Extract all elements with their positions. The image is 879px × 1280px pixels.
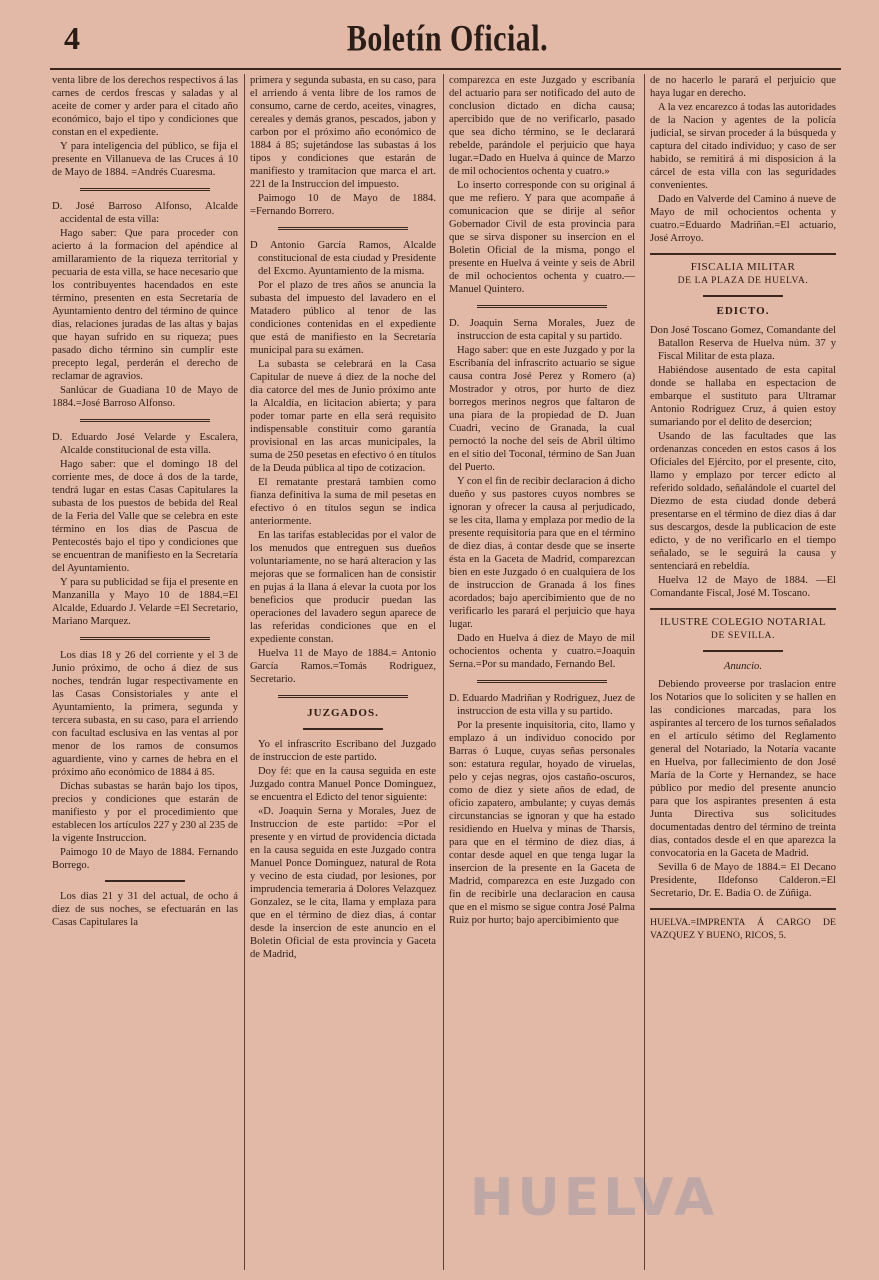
separator [278,695,408,698]
paragraph: La subasta se celebrará en la Casa Capitular de nueve á diez de la noche del dia catorce del mes de Junio próximo ante la Alcaldía, en licitacion abierta; y para poder tomar parte en ella será requisito indispensable constituir como garantía provisional en las arcas municipales, la suma de 250 pesetas en efectivo ó en títulos de la Deuda pública al tipo de cotizacion. [250,359,436,474]
section-title-juzgados: JUZGADOS. [307,707,379,719]
paragraph: Por la presente inquisitoria, cito, llamo y emplazo á un individuo conocido por Barras ó Luque, cuyas señas personales son: estatura regular, hoyado de viruelas, pelo y cejas negras, ojos castaño-oscuros, como de diez y siete años de edad, de oficio zapatero, ambulante; y cuyas demás circunstancias se ignoran y que ha estado residiendo en Huelva y minas de Tharsis, para que en el término de diez dias, á contar desde aquel en que tenga lugar la insercion de la presente en la Gaceta de Madrid, comparezca en este Juzgado con fin de recibirle una declaracion en causa que en el mismo se sigue contra José Palma Ruiz por hurto; bajo apercibimiento que [449,720,635,926]
paragraph: Sevilla 6 de Mayo de 1884.= El Decano Presidente, Ildefonso Calderon.=El Secretario, Dr. E. Badia O. de Zúñiga. [650,862,836,899]
section-subtitle: DE SEVILLA. [710,630,776,641]
separator [650,253,836,255]
column-divider [443,74,444,1270]
page-header [56,10,839,68]
separator [303,728,383,730]
paragraph: Los dias 18 y 26 del corriente y el 3 de Junio próximo, de ocho á diez de sus noches, tendrán lugar respectivamente en las Casas Consistoriales y ante el Ayuntamiento, la primera, segunda y tercera subasta, en su caso, para el arriendo con facultad esclusiva en las ventas al por menor de los ramos de consumos aguardiente, vino y carnes de hebra en el próximo año económico de 1884 á 85. [52,650,238,778]
column-2 [250,74,436,1270]
column-divider [644,74,645,1270]
paragraph: En las tarifas establecidas por el valor de los menudos que entreguen sus dueños voluntariamente, no se hará alteracion y las mejoras que se formalicen han de consistir en pujas á la llana á elevar la cuota por los beneficios que producir puedan las operaciones del lavadero segun aparece de las referidas condiciones que en el expediente constan. [250,530,436,645]
library-watermark: HUELVA [470,1168,719,1228]
section-subtitle: DE LA PLAZA DE HUELVA. [677,275,809,286]
notice-heading: D. Eduardo Madriñan y Rodriguez, Juez de instruccion de esta villa y su partido. [449,693,635,717]
paragraph: Dado en Huelva á diez de Mayo de mil ochocientos ochenta y cuatro.=Joaquin Serna.=Por su mandado, Fernando Bel. [449,633,635,670]
paragraph: Sanlúcar de Guadiana 10 de Mayo de 1884.=José Barroso Alfonso. [52,385,238,409]
column-divider [244,74,245,1270]
paragraph: Paimogo 10 de Mayo de 1884. =Fernando Borrero. [250,193,436,217]
paragraph: Los dias 21 y 31 del actual, de ocho á diez de sus noches, se efectuarán en las Casas Capitulares la [52,891,238,928]
separator [650,608,836,610]
separator [105,880,185,882]
separator [650,908,836,910]
columns [52,74,844,1270]
separator [703,650,783,652]
notice-heading: D. José Barroso Alfonso, Alcalde accidental de esta villa: [52,201,238,225]
separator [278,227,408,230]
page-number: 4 [64,20,80,56]
paragraph: Usando de las facultades que las ordenanzas conceden en estos casos á los Oficiales del Ejército, por el presente, cito, llamo y emplazo por tercer edicto al referido soldado, señalándole el cuartel del Diezmo de esta ciudad donde deberá presentarse en el término de diez dias á dar sus descargos, desde la publicacion de este edicto, y de no verificarlo en el tiempo señalado, se le seguirá la causa y sentenciará en rebeldía. [650,431,836,572]
paragraph: Paimogo 10 de Mayo de 1884. Fernando Borrego. [52,847,238,871]
paragraph: comparezca en este Juzgado y escribanía del actuario para ser notificado del auto de conclusion dictado en dicha causa; apercibido que de no verificarlo, pasado que sea dicho término, se le declarará rebelde, parándole el perjuicio que haya lugar.=Dado en Huelva á quince de Marzo de mil ochocientos ochenta y cuatro.» [449,75,635,177]
paragraph: Hago saber: que en este Juzgado y por la Escribanía del infrascrito actuario se sigue causa contra José Perez y Romero (a) Mostrador y otros, por hurto de diez borregos merinos negros que faltaron de una piara de la propiedad de D. Juan Cuadri, vecino de Granada, la cual pernoctó la noche del seis de Abril último en el sitio del Toconal, término de San Juan del Puerto. [449,345,635,473]
edicto-title: EDICTO. [716,305,770,317]
paragraph: Huelva 11 de Mayo de 1884.= Antonio García Ramos.=Tomás Rodriguez, Secretario. [250,648,436,685]
paragraph: Habiéndose ausentado de esta capital donde se hallaba en espectacion de embarque el sustituto para Ultramar Antonio Rodriguez Cruz, á quien estoy sumariando por el delito de desercion; [650,365,836,428]
paragraph: primera y segunda subasta, en su caso, para el arriendo á venta libre de los ramos de consumo, carne de cerdo, aceites, vinagres, cereales y demás granos, pescados, jabon y carbon por el próximo año económico de 1884 á 85; sujetándose las subastas á los tipos y condiciones que estarán de manifiesto y tramitacion que marca el art. 221 de la Instruccion del impuesto. [250,75,436,190]
separator [80,188,210,191]
paragraph: A la vez encarezco á todas las autoridades de la Nacion y agentes de la policía judicial, se sirvan proceder á la búsqueda y captura del citado individuo; y caso de ser habido, se remitirá á mi disposicion á la cárcel de esta villa con las seguridades convenientes. [650,102,836,191]
paragraph: Huelva 12 de Mayo de 1884. —El Comandante Fiscal, José M. Toscano. [650,575,836,599]
paragraph: Y para inteligencia del público, se fija el presente en Villanueva de las Cruces á 10 de Mayo de 1884. =Andrés Cuaresma. [52,141,238,178]
notice-heading: D. Joaquin Serna Morales, Juez de instruccion de esta capital y su partido. [449,318,635,342]
paragraph: Lo inserto corresponde con su original á que me refiero. Y para que acompañe á comunicacion que se dirije al señor Gobernador Civil de esta provincia para que se sirva disponer su insercion en el Boletin Oficial de la misma, pongo el presente en Huelva á veinte y seis de Abril de mil ochocientos ochenta y cuatro.—Manuel Quintero. [449,180,635,295]
paragraph: venta libre de los derechos respectivos á las carnes de cerdos frescas y saladas y al aceite de comer y arder para el citado año económico, bajo el tipo y condiciones que constan en el expediente. [52,75,238,138]
notice-heading: Don José Toscano Gomez, Comandante del Batallon Reserva de Huelva núm. 37 y Fiscal Militar de esta plaza. [650,325,836,362]
paragraph: Dado en Valverde del Camino á nueve de Mayo de mil ochocientos ochenta y cuatro.=Eduardo Madriñan.=El actuario, José Arroyo. [650,194,836,244]
separator [477,680,607,683]
section-title-colegio: ILUSTRE COLEGIO NOTARIAL [659,616,827,628]
separator [477,305,607,308]
notice-heading: D Antonio García Ramos, Alcalde constitucional de esta ciudad y Presidente del Excmo. Ayuntamiento de la misma. [250,240,436,277]
paragraph: Yo el infrascrito Escribano del Juzgado de instruccion de este partido. [250,739,436,763]
column-3 [449,74,635,1270]
separator [703,295,783,297]
paragraph: de no hacerlo le parará el perjuicio que haya lugar en derecho. [650,75,836,99]
imprint: HUELVA.=IMPRENTA Á CARGO DE VAZQUEZ Y BUENO, RICOS, 5. [650,917,836,941]
paragraph: Y con el fin de recibir declaracion á dicho dueño y sus pastores cuyos nombres se ignoran y ofrecer la causa al perjudicado, se les cita, llama y emplaza por medio de la presente requisitoria para que en el término de diez dias, á contar desde que se inserte ésta en la Gaceta de Madrid, comparezcan bien en este Juzgado ó en cualquiera de los de instruccion de Granada á los fines acordados; bajo apercibimiento que de no verificarlo les parará el perjuicio que haya lugar. [449,476,635,630]
paragraph: El rematante prestará tambien como fianza definitiva la suma de mil pesetas en efectivo ó en títulos segun se indica anteriormente. [250,477,436,527]
separator [80,419,210,422]
paragraph: Dichas subastas se harán bajo los tipos, precios y condiciones que estarán de manifiesto y por el procedimiento que establecen los artículos 227 y 230 al 235 de la vigente Instruccion. [52,781,238,844]
paragraph: Doy fé: que en la causa seguida en este Juzgado contra Manuel Ponce Dominguez, se encuentra el Edicto del tenor siguiente: [250,766,436,803]
paragraph: Hago saber: Que para proceder con acierto á la formacion del apéndice al amillaramiento de la riqueza territorial y pecuaria de esta villa, se hace necesario que los contribuyentes hacendados en este término, presenten en esta Secretaría de Ayuntamiento dentro del término de quince dias, relaciones juradas de las altas y bajas que hayan sufrido en su riqueza; pues pasado dicho término sin cumplir este precepto legal, perderán el derecho de reclamar de agravios. [52,228,238,382]
paragraph: Por el plazo de tres años se anuncia la subasta del impuesto del lavadero en el Matadero público al tenor de las condiciones contenidas en el expediente que está de manifiesto en la Secretaría municipal para su exámen. [250,280,436,356]
paragraph: Debiendo proveerse por traslacion entre los Notarios que lo soliciten y se hallen en las condiciones marcadas, para los aspirantes al tercero de los turnos señalados en el artículo sétimo del Reglamento general del Notariado, la Notaría vacante en Huelva, por fallecimiento de don José María de la Corte y Hernandez, se hace público por medio del presente anuncio para que los aspirantes presenten á esta Junta Directiva sus solicitudes documentadas dentro del término de treinta dias, contados desde el en que aparezca la convocatoria en la Gaceta de Madrid. [650,679,836,859]
notice-heading: D. Eduardo José Velarde y Escalera, Alcalde constitucional de esta villa. [52,432,238,456]
paragraph: «D. Joaquin Serna y Morales, Juez de Instruccion de este partido: =Por el presente y en virtud de providencia dictada en la causa seguida en este Juzgado contra Manuel Ponce Dominguez, natural de Rota y vecino de esta ciudad, por lesiones, por imprudencia temeraria á Dolores Velazquez Gonzalez, se le cita, llama y emplaza para que en el término de diez dias, á contar desde la insercion de este anuncio en el Boletin Oficial de esta provincia y Gaceta de Madrid, [250,806,436,960]
header-rule [50,68,841,70]
paragraph: Hago saber: que el domingo 18 del corriente mes, de doce á dos de la tarde, tendrá lugar en estas Casas Capitulares la subasta de los puestos de bebida del Real de la Feria del Valle que se celebra en este término en los dias de Pascua de Pentecostés bajo el tipo y condiciones que se encuentran de manifiesto en la Secretaría del Ayuntamiento. [52,459,238,574]
anuncio-title: Anuncio. [724,661,762,672]
separator [80,637,210,640]
column-4 [650,74,836,1270]
section-title-fiscalia: FISCALIA MILITAR [690,261,796,273]
column-1 [52,74,238,1270]
page-title: Boletín Oficial. [346,17,549,59]
paragraph: Y para su publicidad se fija el presente en Manzanilla y Mayo 10 de 1884.=El Alcalde, Eduardo J. Velarde =El Secretario, Mariano Marquez. [52,577,238,627]
